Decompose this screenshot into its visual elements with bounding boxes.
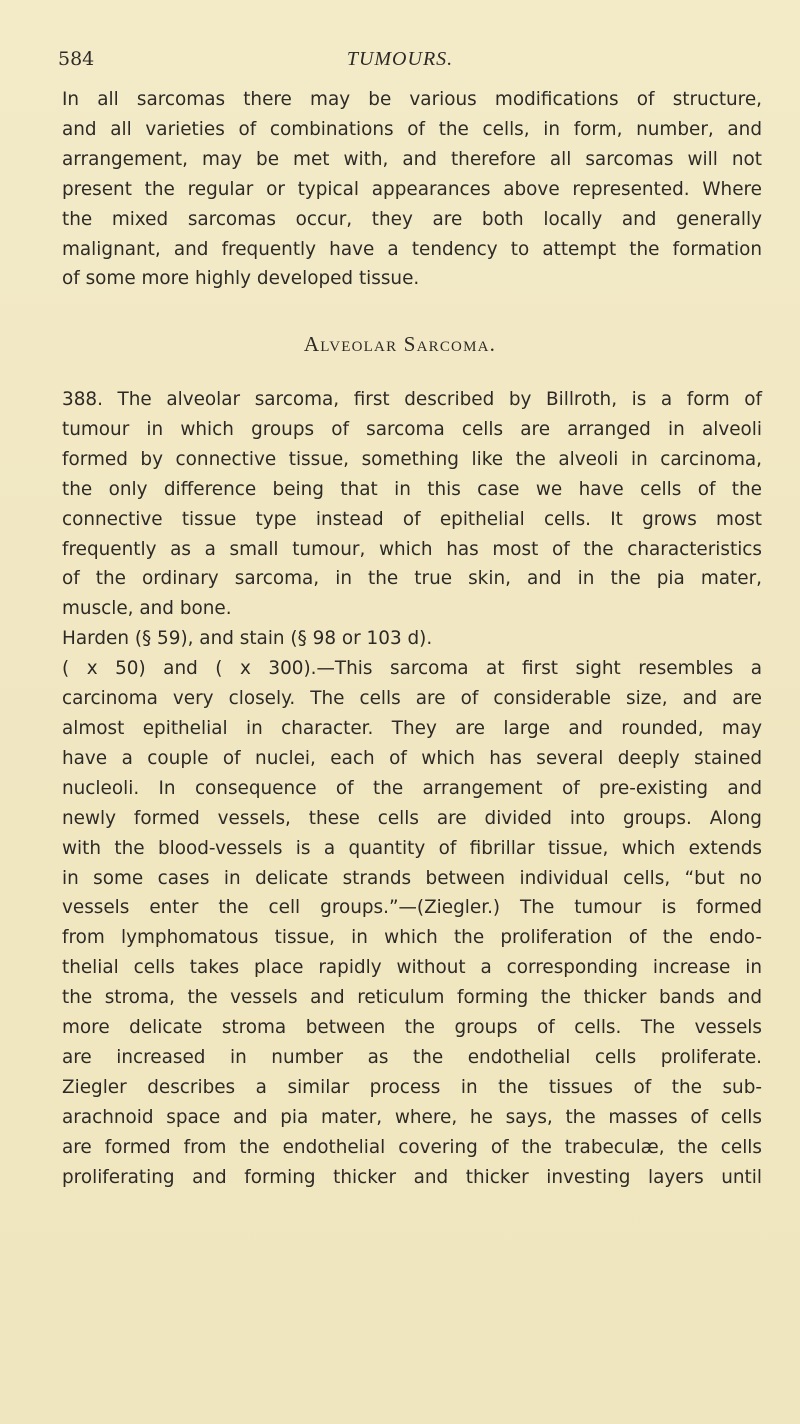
text-line: Ziegler describes a similar process in the tissues of the sub- — [62, 1076, 762, 1098]
text-line: the only difference being that in this case we have cells of the — [62, 478, 762, 500]
text-line: vessels enter the cell groups.”—(Ziegler.) The tumour is formed — [62, 897, 762, 919]
text-line: frequently as a small tumour, which has most of the characteristics — [62, 538, 762, 560]
text-line: thelial cells takes place rapidly without a corresponding increase in — [62, 957, 762, 979]
text-line: tumour in which groups of sarcoma cells are arranged in alveoli — [62, 418, 762, 440]
text-line: In all sarcomas there may be various modifications of structure, — [62, 89, 762, 110]
text-line: the mixed sarcomas occur, they are both locally and generally — [62, 208, 762, 230]
page-number: 584 — [58, 48, 95, 70]
text-line: in some cases in delicate strands between individual cells, “but no — [62, 867, 762, 889]
text-line: ( x 50) and ( x 300).—This sarcoma at first sight resembles a — [62, 658, 762, 680]
text-line: proliferating and forming thicker and thicker investing layers until — [62, 1166, 762, 1188]
text-line: of the ordinary sarcoma, in the true skin, and in the pia mater, — [62, 568, 762, 590]
text-line: are increased in number as the endothelial cells proliferate. — [62, 1046, 762, 1068]
running-head — [0, 48, 800, 78]
text-line: with the blood-vessels is a quantity of fibrillar tissue, which extends — [62, 837, 762, 859]
text-line: the stroma, the vessels and reticulum forming the thicker bands and — [62, 987, 762, 1009]
text-line: muscle, and bone. — [62, 598, 232, 620]
text-line: formed by connective tissue, something like the alveoli in carcinoma, — [62, 448, 762, 470]
text-line: and all varieties of combinations of the cells, in form, number, and — [62, 118, 762, 140]
text-line: carcinoma very closely. The cells are of considerable size, and are — [62, 688, 762, 710]
text-line: connective tissue type instead of epithelial cells. It grows most — [62, 508, 762, 530]
text-line: malignant, and frequently have a tendency to attempt the formation — [62, 238, 762, 260]
text-line: arrangement, may be met with, and therefore all sarcomas will not — [62, 148, 762, 170]
text-line: Harden (§ 59), and stain (§ 98 or 103 d). — [62, 628, 433, 650]
paragraph-mixed-sarcomas — [62, 85, 762, 294]
paragraph-alveolar-sarcoma — [62, 385, 762, 1192]
text-line: almost epithelial in character. They are large and rounded, may — [62, 717, 762, 739]
running-title: TUMOURS. — [346, 48, 454, 70]
text-line: of some more highly developed tissue. — [62, 268, 420, 290]
text-line: 388. The alveolar sarcoma, first described by Billroth, is a form of — [62, 389, 762, 410]
text-line: from lymphomatous tissue, in which the proliferation of the endo- — [62, 927, 762, 949]
section-heading: Alveolar Sarcoma. — [303, 332, 497, 356]
text-line: arachnoid space and pia mater, where, he says, the masses of cells — [62, 1106, 762, 1128]
text-line: newly formed vessels, these cells are divided into groups. Along — [62, 807, 762, 829]
text-line: have a couple of nuclei, each of which has several deeply stained — [62, 747, 762, 769]
text-line: nucleoli. In consequence of the arrangement of pre-existing and — [62, 777, 762, 799]
text-line: present the regular or typical appearances above represented. Where — [62, 178, 762, 200]
text-line: more delicate stroma between the groups of cells. The vessels — [62, 1017, 762, 1039]
text-line: are formed from the endothelial covering of the trabeculæ, the cells — [62, 1136, 762, 1158]
